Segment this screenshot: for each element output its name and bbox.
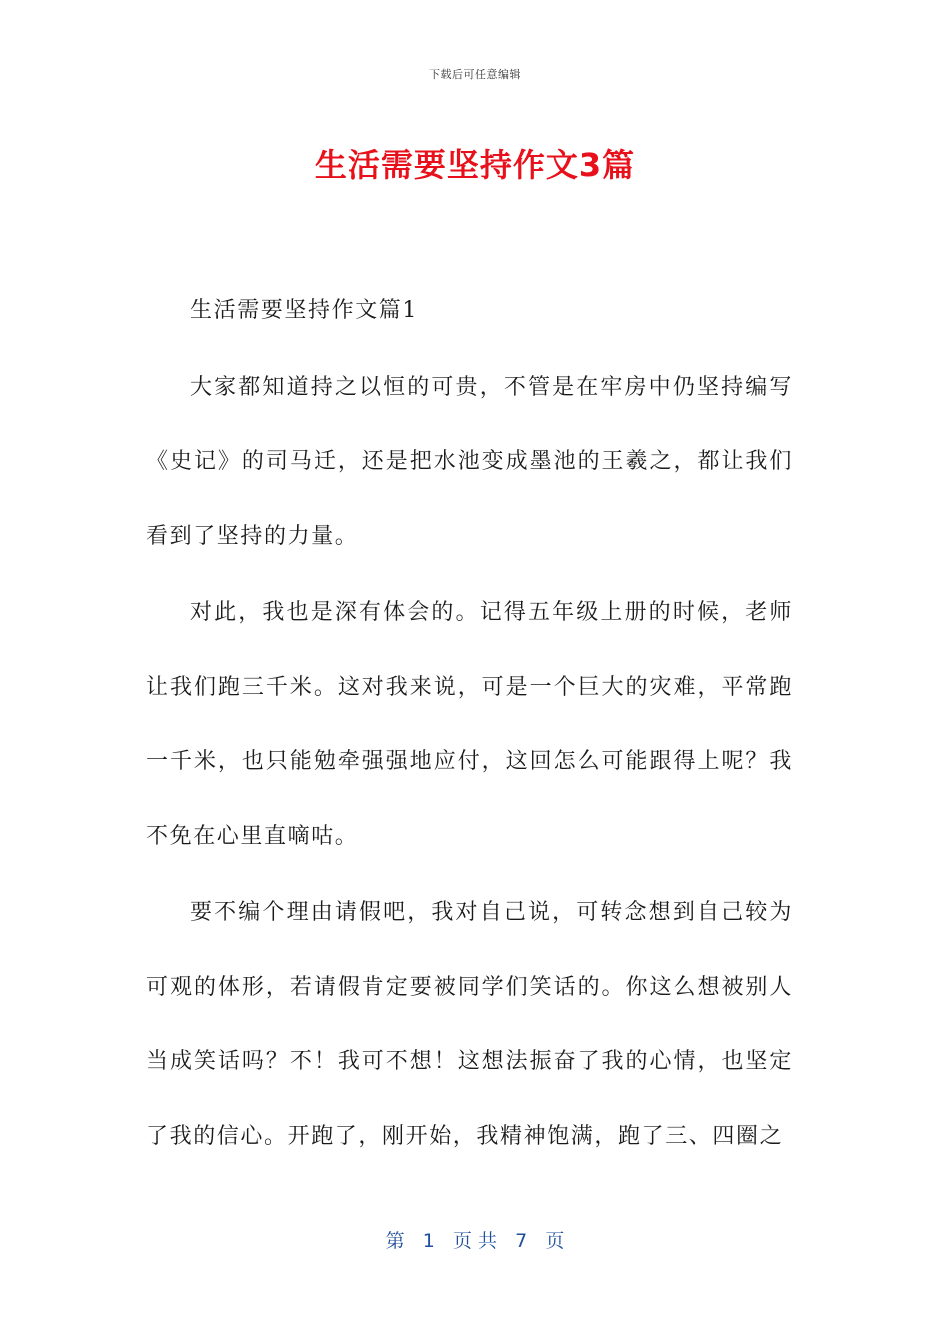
document-title: 生活需要坚持作文3篇 [314,146,636,184]
footer-label-page: 第 [385,1230,405,1252]
paragraph-2: 对此，我也是深有体会的。记得五年级上册的时候，老师让我们跑三千米。这对我来说，可是一个巨大的灾难，平常跑一千米，也只能勉牵强强地应付，这回怎么可能跟得上呢？我不免在心里直嘀咕。 [146,600,793,849]
paragraph-3: 要不编个理由请假吧，我对自己说，可转念想到自己较为可观的体形，若请假肯定要被同学们笑话的。你这么想被别人当成笑话吗？不！我可不想！这想法振奋了我的心情，也坚定了我的信心。开跑了，刚开始，我精神饱满，跑了三、四圈之 [146,900,793,1149]
paragraph-1: 大家都知道持之以恒的可贵，不管是在牢房中仍坚持编写《史记》的司马迁，还是把水池变成墨池的王羲之，都让我们看到了坚持的力量。 [146,374,793,549]
footer-label-total: 页 共 [452,1230,498,1252]
page-footer [0,1226,950,1253]
footer-current-page: 1 [422,1230,435,1252]
footer-label-end: 页 [545,1230,565,1252]
header-note: 下载后可任意编辑 [429,68,521,81]
footer-total-pages: 7 [515,1230,528,1252]
document-body [146,274,793,1176]
section-heading: 生活需要坚持作文篇1 [190,298,418,323]
